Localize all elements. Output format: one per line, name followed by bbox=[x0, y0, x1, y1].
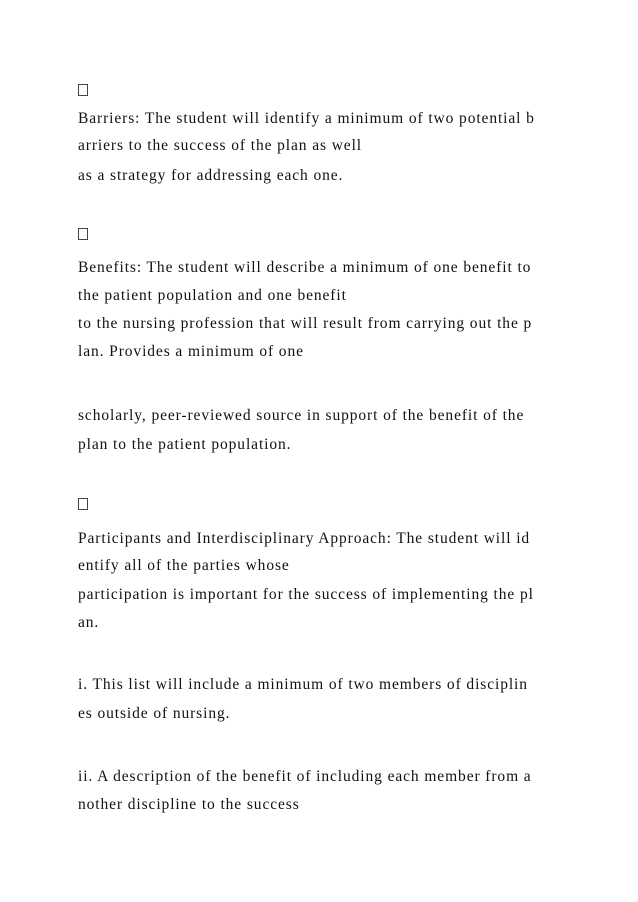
benefits-line-1: Benefits: The student will describe a minimum of one benefit to bbox=[78, 259, 532, 276]
benefits-line-4: lan. Provides a minimum of one bbox=[78, 343, 304, 360]
benefits-line-3: to the nursing profession that will result from carrying out the p bbox=[78, 315, 533, 332]
barriers-line-1: Barriers: The student will identify a minimum of two potential b bbox=[78, 110, 535, 127]
benefits-line-5: scholarly, peer-reviewed source in support of the benefit of the bbox=[78, 407, 525, 424]
participants-line-7: ii. A description of the benefit of including each member from a bbox=[78, 768, 532, 785]
barriers-line-3: as a strategy for addressing each one. bbox=[78, 167, 344, 184]
participants-line-2: entify all of the parties whose bbox=[78, 557, 290, 574]
participants-line-3: participation is important for the success of implementing the pl bbox=[78, 586, 534, 603]
missing-glyph-box-icon bbox=[78, 84, 88, 96]
missing-glyph-box-icon bbox=[78, 228, 88, 240]
participants-line-8: nother discipline to the success bbox=[78, 796, 300, 813]
participants-line-5: i. This list will include a minimum of two members of disciplin bbox=[78, 676, 528, 693]
benefits-line-2: the patient population and one benefit bbox=[78, 287, 347, 304]
missing-glyph-box-icon bbox=[78, 498, 88, 510]
participants-line-1: Participants and Interdisciplinary Approach: The student will id bbox=[78, 530, 531, 547]
barriers-line-2: arriers to the success of the plan as well bbox=[78, 137, 362, 154]
benefits-line-6: plan to the patient population. bbox=[78, 436, 292, 453]
participants-line-4: an. bbox=[78, 614, 100, 631]
participants-line-6: es outside of nursing. bbox=[78, 705, 231, 722]
